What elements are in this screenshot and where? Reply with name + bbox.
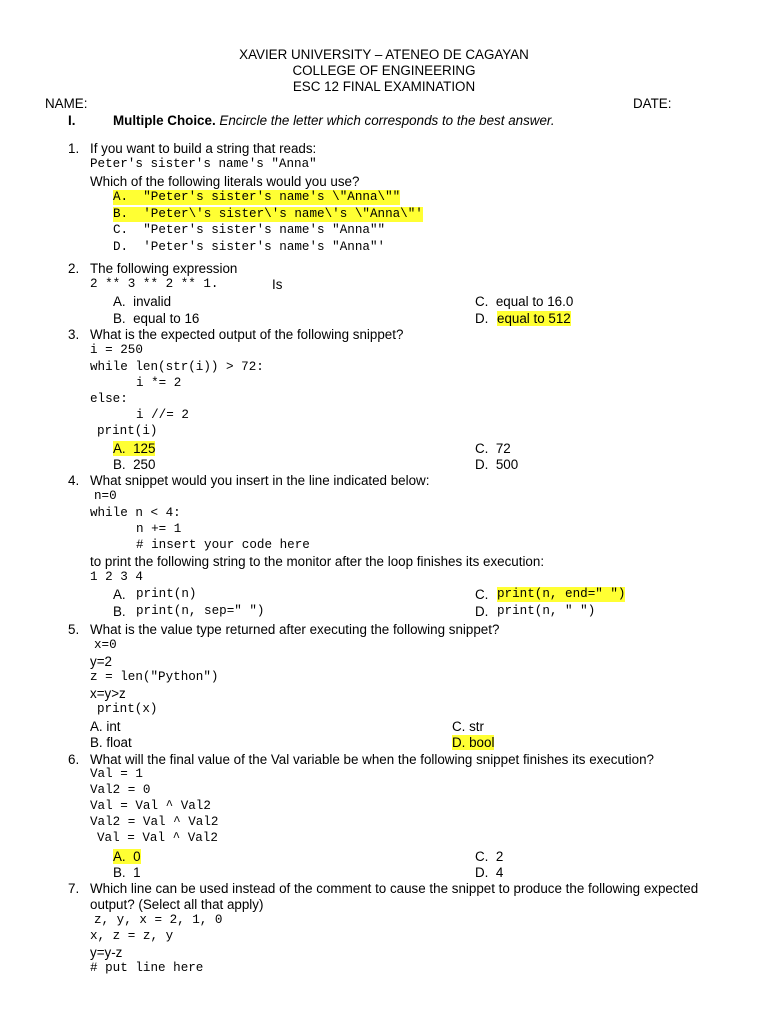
q5-code-line: y=2	[90, 654, 112, 669]
q1-option-d: D. 'Peter's sister's name's "Anna"'	[113, 240, 386, 254]
q3-option-a: A. 125	[113, 441, 156, 456]
exam-title: ESC 12 FINAL EXAMINATION	[292, 79, 476, 94]
q5-code-line: print(x)	[97, 702, 158, 716]
q3-code-line: else:	[90, 392, 128, 406]
q3-code-line: i = 250	[90, 343, 143, 357]
date-label: DATE:	[633, 96, 672, 111]
q6-option-c: C. 2	[475, 849, 504, 864]
q4-code2: 1 2 3 4	[90, 570, 143, 584]
q5-option-a: A. int	[90, 719, 121, 734]
q2-option-a: A. invalid	[113, 294, 172, 309]
q4-code-line: while n < 4:	[90, 506, 181, 520]
q4-code-line: n += 1	[136, 522, 182, 536]
q2-code: 2 ** 3 ** 2 ** 1.	[90, 277, 219, 291]
q7-number: 7.	[68, 881, 80, 896]
q2-option-d: equal to 512	[497, 311, 571, 326]
university-name: XAVIER UNIVERSITY – ATENEO DE CAGAYAN	[239, 47, 529, 62]
q2-is: Is	[272, 277, 283, 292]
q5-number: 5.	[68, 622, 80, 637]
q3-code-line: while len(str(i)) > 72:	[90, 360, 264, 374]
q2-number: 2.	[68, 261, 80, 276]
q4-option-c-letter: C.	[475, 587, 489, 602]
q3-option-b: B. 250	[113, 457, 156, 472]
q3-code-line: print(i)	[97, 424, 158, 438]
q3-code-line: i *= 2	[136, 376, 182, 390]
q5-code-line: z = len("Python")	[90, 670, 219, 684]
q4-number: 4.	[68, 473, 80, 488]
q2-option-c: C. equal to 16.0	[475, 294, 574, 309]
q7-code-line: y=y-z	[90, 945, 123, 960]
q5-option-b: B. float	[90, 735, 132, 750]
q1-text2: Which of the following literals would you use?	[90, 174, 360, 189]
name-label: NAME:	[45, 96, 88, 111]
q4-code-line: n=0	[94, 489, 117, 503]
q4-option-b: print(n, sep=" ")	[136, 604, 265, 618]
q3-option-d: D. 500	[475, 457, 519, 472]
q6-code-line: Val2 = Val ^ Val2	[90, 815, 219, 829]
q6-code-line: Val = 1	[90, 767, 143, 781]
section-heading	[113, 113, 555, 128]
q6-option-d: D. 4	[475, 865, 504, 880]
q1-number: 1.	[68, 141, 80, 156]
q6-code-line: Val = Val ^ Val2	[97, 831, 218, 845]
q3-code-line: i //= 2	[136, 408, 189, 422]
q7-text2: output? (Select all that apply)	[90, 897, 264, 912]
q4-option-d: print(n, " ")	[497, 604, 596, 618]
q3-option-c: C. 72	[475, 441, 511, 456]
q4-option-a-letter: A.	[113, 587, 126, 602]
q4-code-line: # insert your code here	[136, 538, 310, 552]
q1-code: Peter's sister's name's "Anna"	[90, 157, 317, 171]
q2-option-d-letter: D.	[475, 311, 489, 326]
section-instruction: Encircle the letter which corresponds to the best answer.	[219, 113, 555, 128]
q1-option-c: C. "Peter's sister's name's "Anna""	[113, 223, 386, 237]
q4-option-d-letter: D.	[475, 604, 489, 619]
q7-code-line: # put line here	[90, 961, 204, 975]
q3-text: What is the expected output of the following snippet?	[90, 327, 404, 342]
q6-number: 6.	[68, 752, 80, 767]
q1-option-a: A. "Peter's sister's name's \"Anna\""	[113, 190, 401, 204]
q2-option-b: B. equal to 16	[113, 311, 200, 326]
q6-code-line: Val2 = 0	[90, 783, 151, 797]
college-name: COLLEGE OF ENGINEERING	[292, 63, 476, 78]
q5-option-d: D. bool	[452, 735, 495, 750]
q4-option-b-letter: B.	[113, 604, 126, 619]
q6-code-line: Val = Val ^ Val2	[90, 799, 211, 813]
q2-text: The following expression	[90, 261, 238, 276]
q6-text: What will the final value of the Val variable be when the following snippet finishes its execution?	[90, 752, 654, 767]
q7-code-line: x, z = z, y	[90, 929, 174, 943]
q5-code-line: x=y>z	[90, 686, 126, 701]
q6-option-a: A. 0	[113, 849, 141, 864]
q4-text: What snippet would you insert in the line indicated below:	[90, 473, 430, 488]
q7-code-line: z, y, x = 2, 1, 0	[94, 913, 223, 927]
q4-text2: to print the following string to the monitor after the loop finishes its execution:	[90, 554, 545, 569]
q7-text: Which line can be used instead of the comment to cause the snippet to produce the following expected	[90, 881, 699, 896]
q5-text: What is the value type returned after executing the following snippet?	[90, 622, 500, 637]
section-numeral: I.	[68, 113, 76, 128]
q1-option-b: B. 'Peter\'s sister\'s name\'s \"Anna\"'	[113, 207, 423, 221]
q5-code-line: x=0	[94, 638, 117, 652]
q1-text: If you want to build a string that reads:	[90, 141, 317, 156]
section-title: Multiple Choice.	[113, 113, 216, 128]
q4-option-a: print(n)	[136, 587, 197, 601]
q4-option-c: print(n, end=" ")	[497, 587, 626, 601]
q5-option-c: C. str	[452, 719, 484, 734]
q6-option-b: B. 1	[113, 865, 141, 880]
q3-number: 3.	[68, 327, 80, 342]
